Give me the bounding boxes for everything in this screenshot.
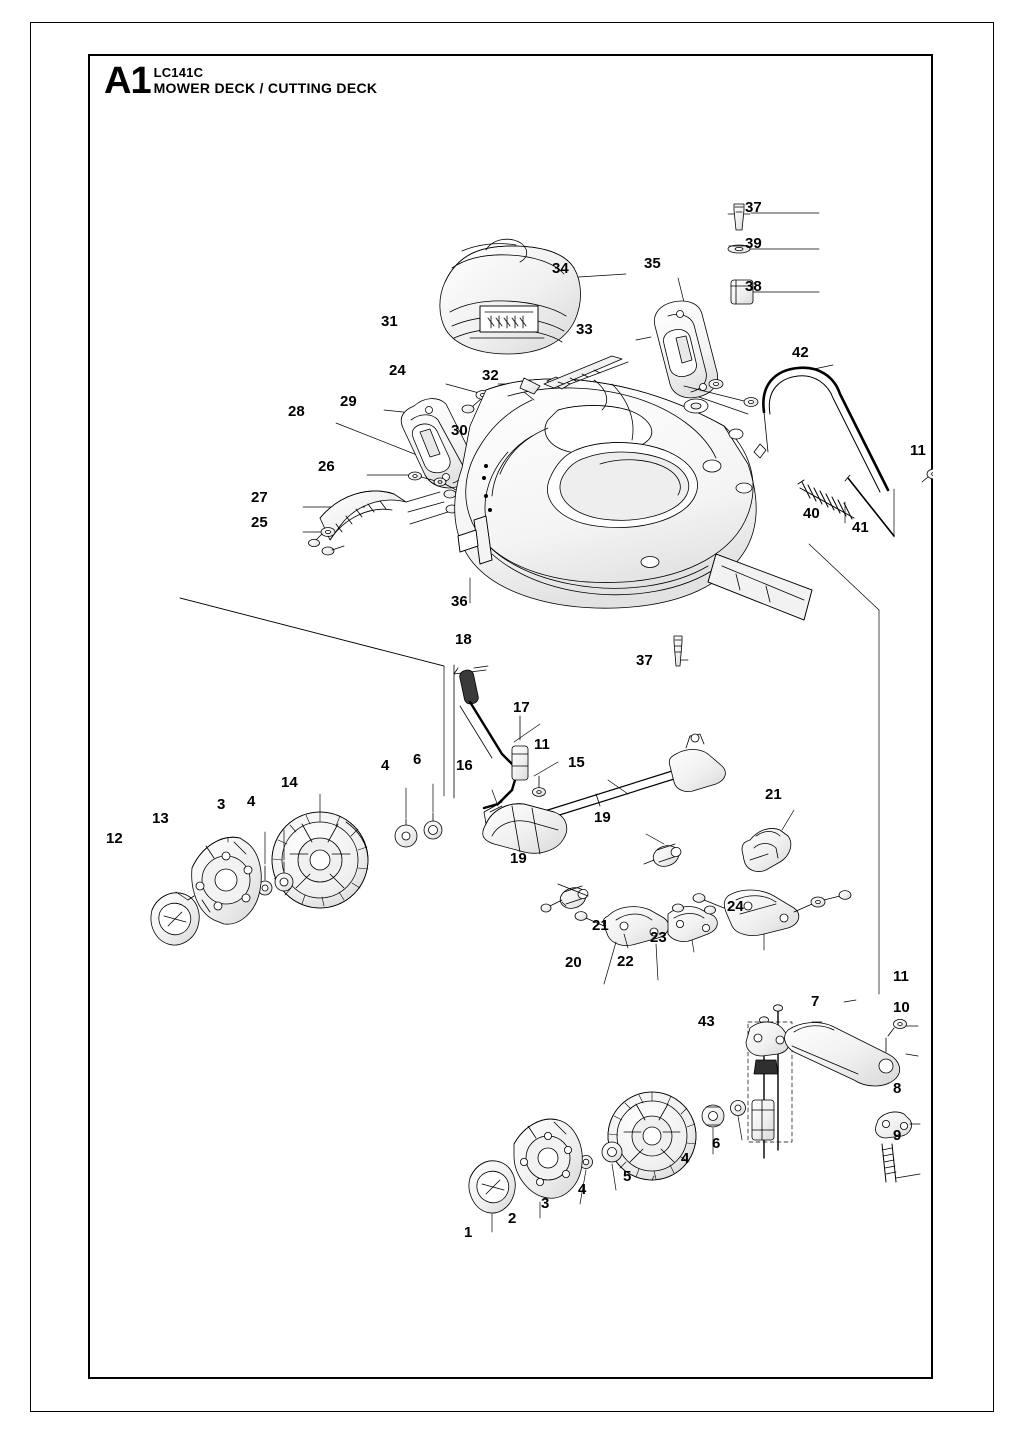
callout-4-d: 4 xyxy=(578,1181,587,1198)
diagram-canvas xyxy=(88,54,933,1379)
callout-6-b: 6 xyxy=(712,1135,721,1152)
callout-36: 36 xyxy=(451,593,468,610)
callout-19-right: 19 xyxy=(594,809,611,826)
callout-4-a: 4 xyxy=(381,757,390,774)
callout-4-b: 4 xyxy=(247,793,256,810)
callout-33: 33 xyxy=(576,321,593,338)
callout-37-top: 37 xyxy=(745,199,762,216)
callout-43: 43 xyxy=(698,1013,715,1030)
callout-21-left: 21 xyxy=(592,917,609,934)
callout-26: 26 xyxy=(318,458,335,475)
exploded-diagram-graphic xyxy=(88,54,933,1379)
callout-9: 9 xyxy=(893,1127,902,1144)
callout-25: 25 xyxy=(251,514,268,531)
callout-11-mid: 11 xyxy=(534,736,550,753)
callout-23: 23 xyxy=(650,929,667,946)
callout-27: 27 xyxy=(251,489,268,506)
callout-4-c: 4 xyxy=(681,1150,690,1167)
callout-31: 31 xyxy=(381,313,398,330)
callout-3-b: 3 xyxy=(541,1195,550,1212)
callout-14: 14 xyxy=(281,774,298,791)
section-code: A1 xyxy=(104,60,151,102)
callout-22: 22 xyxy=(617,953,634,970)
callout-11-bottom: 11 xyxy=(893,968,909,985)
callout-7: 7 xyxy=(811,993,820,1010)
callout-18: 18 xyxy=(455,631,472,648)
callout-37-bottom: 37 xyxy=(636,652,653,669)
callout-21-right: 21 xyxy=(765,786,782,803)
callout-42: 42 xyxy=(792,344,809,361)
callout-17: 17 xyxy=(513,699,530,716)
callout-10: 10 xyxy=(893,999,910,1016)
callout-5: 5 xyxy=(623,1168,632,1185)
model-name: LC141C xyxy=(153,65,204,80)
callout-24-top: 24 xyxy=(389,362,406,379)
callout-34: 34 xyxy=(552,260,569,277)
callout-6-a: 6 xyxy=(413,751,422,768)
callout-12: 12 xyxy=(106,830,123,847)
callout-29: 29 xyxy=(340,393,357,410)
callout-11-right: 11 xyxy=(910,442,926,459)
callout-8: 8 xyxy=(893,1080,902,1097)
callout-3-a: 3 xyxy=(217,796,226,813)
callout-40: 40 xyxy=(803,505,820,522)
callout-30: 30 xyxy=(451,422,468,439)
callout-28: 28 xyxy=(288,403,305,420)
callout-1: 1 xyxy=(464,1224,473,1241)
callout-32: 32 xyxy=(482,367,499,384)
section-title: MOWER DECK / CUTTING DECK xyxy=(153,80,378,96)
callout-13: 13 xyxy=(152,810,169,827)
callout-20: 20 xyxy=(565,954,582,971)
callout-35: 35 xyxy=(644,255,661,272)
callout-15: 15 xyxy=(568,754,585,771)
callout-39: 39 xyxy=(745,235,762,252)
callout-16: 16 xyxy=(456,757,473,774)
callout-38: 38 xyxy=(745,278,762,295)
callout-19-left: 19 xyxy=(510,850,527,867)
callout-24-mid: 24 xyxy=(727,898,744,915)
callout-2: 2 xyxy=(508,1210,517,1227)
callout-41: 41 xyxy=(852,519,869,536)
